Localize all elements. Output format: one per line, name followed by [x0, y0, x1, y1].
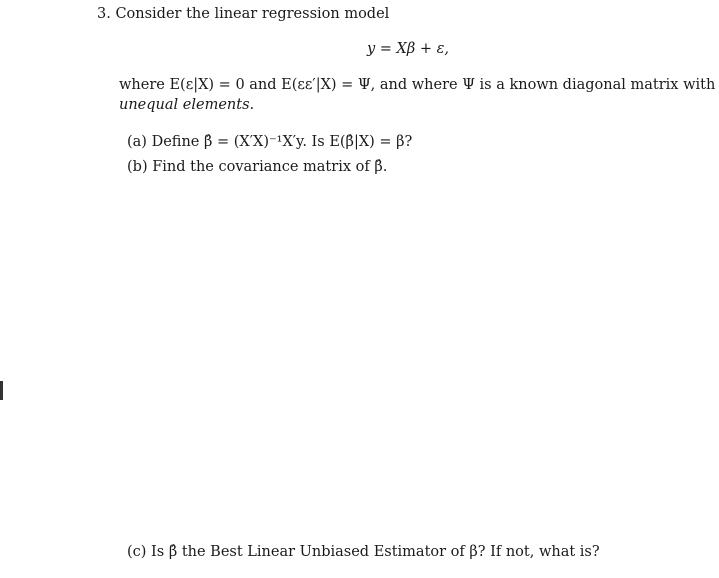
problem-title: 3. Consider the linear regression model	[97, 6, 390, 22]
question-part-b: (b) Find the covariance matrix of β̂.	[127, 159, 388, 175]
question-part-c: (c) Is β̂ the Best Linear Unbiased Estimator of β? If not, what is?	[127, 544, 600, 560]
question-part-a: (a) Define β̂ = (X′X)⁻¹X′y. Is E(β̂|X) = β?	[127, 134, 413, 150]
condition-line-1: where E(ε|X) = 0 and E(εε′|X) = Ψ, and where Ψ is a known diagonal matrix with	[119, 77, 716, 93]
regression-equation: y = Xβ + ε,	[367, 41, 450, 57]
left-edge-marker	[0, 381, 3, 400]
condition-line-2: unequal elements.	[119, 97, 255, 113]
